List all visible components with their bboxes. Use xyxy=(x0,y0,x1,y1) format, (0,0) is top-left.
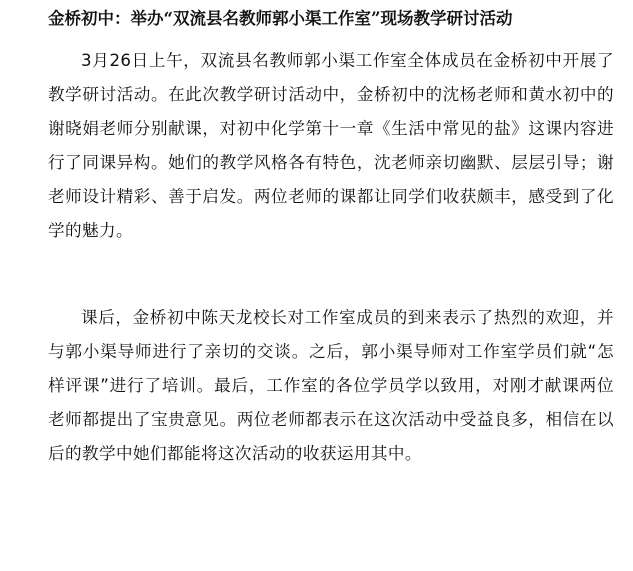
article-title: 金桥初中：举办“双流县名教师郭小渠工作室”现场教学研讨活动 xyxy=(48,9,513,28)
article-paragraph-2: 课后，金桥初中陈天龙校长对工作室成员的到来表示了热烈的欢迎，并与郭小渠导师进行了亲切的交谈。之后，郭小渠导师对工作室学员们就“怎样评课”进行了培训。最后，工作室的各位学员学以致用，对刚才献课两位老师都提出了宝贵意见。两位老师都表示在这次活动中受益良多，相信在以后的教学中她们都能将这次活动的收获运用其中。 xyxy=(48,308,614,463)
article-paragraph-1: 3月26日上午，双流县名教师郭小渠工作室全体成员在金桥初中开展了教学研讨活动。在此次教学研讨活动中，金桥初中的沈杨老师和黄水初中的谢晓娟老师分别献课，对初中化学第十一章《生活中常见的盐》这课内容进行了同课异构。她们的教学风格各有特色，沈老师亲切幽默、层层引导；谢老师设计精彩、善于启发。两位老师的课都让同学们收获颇丰，感受到了化学的魅力。 xyxy=(48,51,614,240)
